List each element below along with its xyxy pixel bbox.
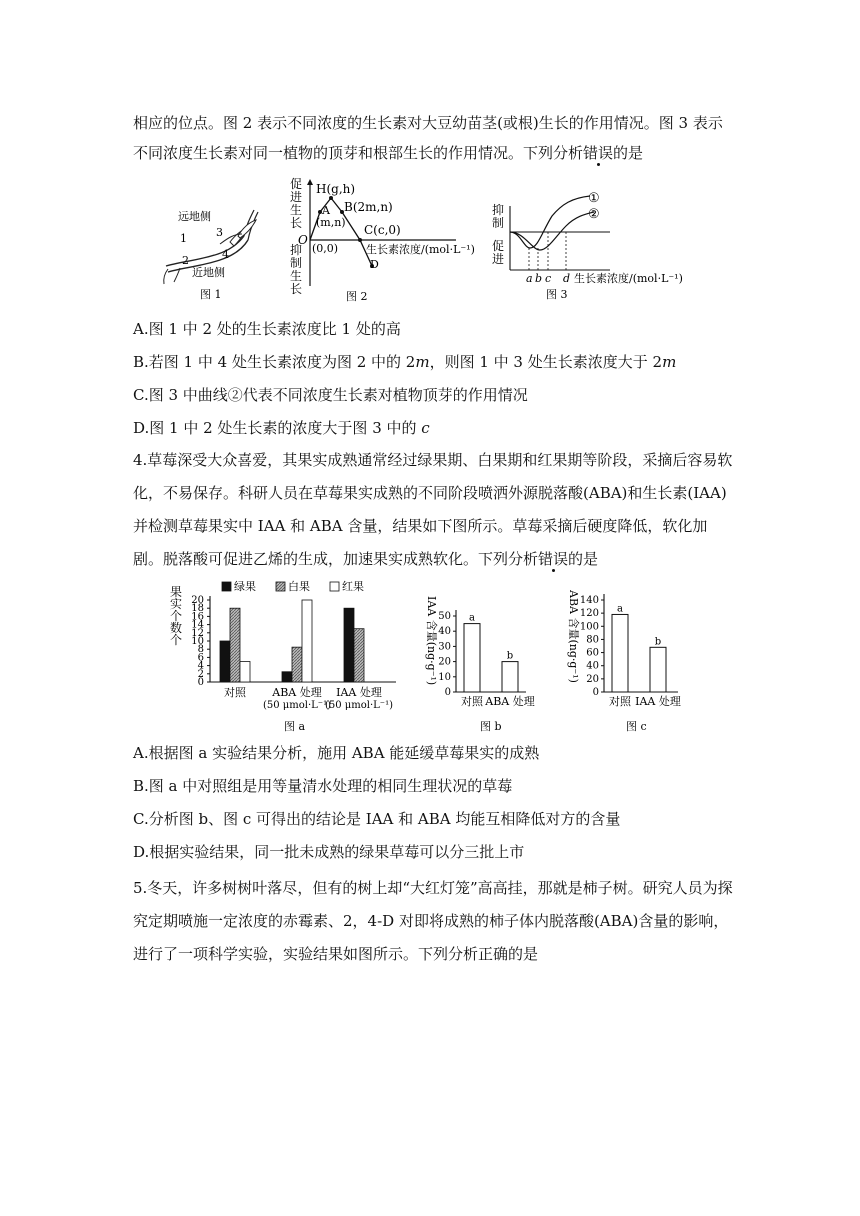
fig-a-xsub-1: (50 μmol·L⁻¹): [262, 700, 332, 711]
fig1-n2: 2: [182, 254, 189, 267]
fig2-origin-point: (0,0): [312, 242, 339, 255]
fig2-point-B: B(2m,n): [344, 200, 393, 214]
q3-option-b: B.若图 1 中 4 处生长素浓度为图 2 中的 2m，则图 1 中 3 处生长素浓度大于 2m: [133, 353, 677, 371]
fig2-point-H: H(g,h): [316, 182, 356, 196]
fig3-tick-b: b: [535, 272, 543, 285]
fig3-tick-a: a: [526, 272, 533, 285]
fig-b-bar-label-0: a: [469, 612, 475, 624]
fig-b-ytick: 30: [438, 641, 451, 653]
fig3-tick-c: c: [545, 272, 552, 285]
fig2-ylabel-inhibit-1: 制: [290, 256, 303, 270]
fig1-n3: 3: [216, 226, 223, 239]
fig-a-bar-1-1: [292, 647, 302, 682]
fig-a-ytick: 14: [191, 619, 204, 631]
emphasis-dots: 错误: [538, 550, 569, 568]
fig-b-bar-0: [464, 624, 480, 692]
fig2-ylabel-inhibit-0: 抑: [290, 243, 303, 257]
figure-b-iaa-content: [418, 586, 548, 736]
emphasis-dots: 错误: [583, 144, 614, 162]
q3-option-c: C.图 3 中曲线②代表不同浓度生长素对植物顶芽的作用情况: [133, 386, 528, 404]
fig-b-caption: 图 b: [480, 720, 502, 733]
fig-a-bar-2-0: [240, 662, 250, 683]
fig-a-ytick: 18: [191, 603, 204, 615]
figure-1-seedling: [160, 196, 270, 304]
fig-a-ylabel-1: 实: [170, 597, 183, 611]
fig-a-ytick: 12: [191, 627, 204, 639]
fig2-ylabel-promote-1: 进: [290, 190, 303, 204]
fig-b-bar-1: [502, 662, 518, 692]
fig-c-bar-label-0: a: [617, 603, 623, 615]
fig-a-bar-0-1: [282, 672, 292, 682]
q3-stem-line2: 不同浓度生长素对同一植物的顶芽和根部生长的作用情况。下列分析错误的是: [133, 144, 644, 162]
fig3-curve2-label: ②: [588, 207, 600, 222]
fig-a-bar-2-1: [302, 600, 312, 682]
fig3-ylabel-inhibit-1: 制: [492, 216, 505, 230]
fig-a-xlabel-2: IAA 处理: [336, 686, 382, 699]
fig3-curve1-label: ①: [588, 191, 600, 206]
fig-c-bar-0: [612, 614, 628, 692]
fig-c-bar-1: [650, 647, 666, 692]
q4-option-d: D.根据实验结果，同一批未成熟的绿果草莓可以分三批上市: [133, 843, 525, 861]
fig2-point-A-coord: (m,n): [316, 216, 346, 229]
fig-a-bar-0-0: [220, 641, 230, 682]
fig1-n4: 4: [222, 248, 229, 261]
fig2-x-axis-label: 生长素浓度/(mol·L⁻¹): [366, 243, 475, 256]
fig-a-legend-swatch: [330, 582, 339, 591]
fig-b-ytick: 20: [438, 656, 451, 668]
fig-c-ytick: 0: [592, 687, 599, 698]
fig-a-xsub-2: (50 μmol·L⁻¹): [324, 700, 394, 711]
fig-a-ytick: 16: [191, 611, 204, 623]
figure-2-growth-curve: [284, 176, 494, 306]
figure-c-aba-content: [560, 586, 700, 736]
fig-c-ytick: 80: [586, 634, 599, 646]
fig-c-ytick: 20: [586, 673, 599, 685]
fig-a-ylabel-2: 个: [170, 609, 183, 623]
fig-b-y-axis-label: IAA 含量(ng·g⁻¹): [425, 596, 438, 686]
fig-a-caption: 图 a: [284, 720, 306, 733]
fig-a-ytick: 4: [197, 660, 204, 672]
fig-a-ytick: 6: [197, 652, 204, 664]
q4-option-a: A.根据图 a 实验结果分析，施用 ABA 能延缓草莓果实的成熟: [133, 744, 540, 762]
fig-a-legend-swatch: [276, 582, 285, 591]
fig-c-y-axis-label: ABA 含量(ng·g⁻¹): [567, 590, 580, 683]
fig2-ylabel-inhibit-3: 长: [290, 282, 303, 296]
fig-a-legend-label: 红果: [342, 580, 364, 593]
fig1-near-side-label: 近地侧: [192, 266, 225, 279]
fig-a-bar-1-0: [230, 608, 240, 682]
fig1-far-side-label: 远地侧: [178, 210, 211, 223]
fig2-origin: O: [298, 233, 308, 247]
fig-c-ytick: 140: [579, 595, 599, 606]
fig-a-xlabel-0: 对照: [224, 686, 246, 699]
fig2-point-C: C(c,0): [364, 223, 401, 237]
fig-a-legend-label: 绿果: [234, 580, 256, 593]
fig-a-legend-swatch: [222, 582, 231, 591]
fig3-ylabel-promote-0: 促: [492, 239, 505, 253]
fig-b-ytick: 0: [444, 687, 451, 698]
fig3-caption: 图 3: [546, 288, 568, 301]
q3-option-d: D.图 1 中 2 处生长素的浓度大于图 3 中的 c: [133, 419, 430, 437]
fig-b-bar-label-1: b: [506, 650, 514, 662]
fig-c-ytick: 40: [586, 660, 599, 672]
fig1-caption: 图 1: [200, 288, 222, 301]
fig3-ylabel-inhibit-0: 抑: [492, 203, 505, 217]
fig-a-ylabel-4: 个: [170, 633, 183, 647]
fig3-tick-d: d: [563, 272, 571, 285]
fig-a-xlabel-1: ABA 处理: [272, 686, 322, 699]
fig-a-ytick: 0: [197, 677, 204, 688]
fig2-point-A: A: [322, 204, 330, 217]
fig3-x-axis-label: 生长素浓度/(mol·L⁻¹): [574, 272, 683, 285]
fig2-ylabel-promote-3: 长: [290, 216, 303, 230]
fig-a-bar-1-2: [354, 629, 364, 682]
fig-c-xlabel-0: 对照: [609, 695, 631, 708]
fig-a-ylabel-0: 果: [170, 585, 183, 599]
fig2-point-D: D: [370, 258, 379, 271]
fig2-ylabel-promote-0: 促: [290, 177, 303, 191]
fig-a-ytick: 20: [191, 595, 204, 606]
q4-option-b: B.图 a 中对照组是用等量清水处理的相同生理状况的草莓: [133, 777, 513, 795]
fig-a-ytick: 10: [191, 636, 204, 647]
fig-c-ytick: 60: [586, 647, 599, 659]
fig-b-ytick: 50: [438, 611, 451, 622]
fig2-ylabel-promote-2: 生: [290, 203, 303, 217]
fig-b-xlabel-0: 对照: [461, 695, 483, 708]
fig-a-ylabel-3: 数: [170, 621, 183, 635]
fig1-n1: 1: [180, 232, 187, 245]
fig-b-ytick: 10: [438, 671, 451, 683]
fig-c-bar-label-1: b: [654, 636, 662, 648]
figure-3-bud-root-curves: [490, 186, 720, 302]
fig-b-ytick: 40: [438, 626, 451, 638]
fig2-caption: 图 2: [346, 290, 368, 303]
q3-option-a: A.图 1 中 2 处的生长素浓度比 1 处的高: [133, 320, 401, 338]
fig-a-bar-0-2: [344, 608, 354, 682]
fig-c-ytick: 100: [579, 621, 599, 633]
q3-stem-line1: 相应的位点。图 2 表示不同浓度的生长素对大豆幼苗茎(或根)生长的作用情况。图 3 表示: [133, 114, 723, 132]
fig3-ylabel-promote-1: 进: [492, 252, 505, 266]
figure-a-fruit-counts: [168, 578, 420, 736]
fig-a-ytick: 8: [197, 644, 204, 656]
q5-stem: 5.冬天，许多树树叶落尽，但有的树上却“大红灯笼”高高挂，那就是柿子树。研究人员为探究定期喷施一定浓度的赤霉素、2，4-D 对即将成熟的柿子体内脱落酸(ABA)含量的影响，进行了一项科学实验，实验结果如图所示。下列分析正确的是: [133, 879, 733, 963]
fig2-ylabel-inhibit-2: 生: [290, 269, 303, 283]
fig-c-caption: 图 c: [626, 720, 647, 733]
fig-b-xlabel-1: ABA 处理: [485, 695, 535, 708]
fig-a-ytick: 2: [197, 668, 204, 680]
fig-c-ytick: 120: [579, 608, 599, 620]
fig-c-xlabel-1: IAA 处理: [635, 695, 681, 708]
q4-option-c: C.分析图 b、图 c 可得出的结论是 IAA 和 ABA 均能互相降低对方的含量: [133, 810, 621, 828]
fig-a-legend-label: 白果: [288, 580, 310, 593]
q4-stem: 4.草莓深受大众喜爱，其果实成熟通常经过绿果期、白果期和红果期等阶段，采摘后容易软化，不易保存。科研人员在草莓果实成熟的不同阶段喷洒外源脱落酸(ABA)和生长素(IAA)并检测草莓果实中 IAA 和 ABA 含量，结果如下图所示。草莓采摘后硬度降低，软化加剧。脱落酸可促进乙烯的生成，加速果实成熟软化。下列分析错误的是: [133, 451, 733, 568]
